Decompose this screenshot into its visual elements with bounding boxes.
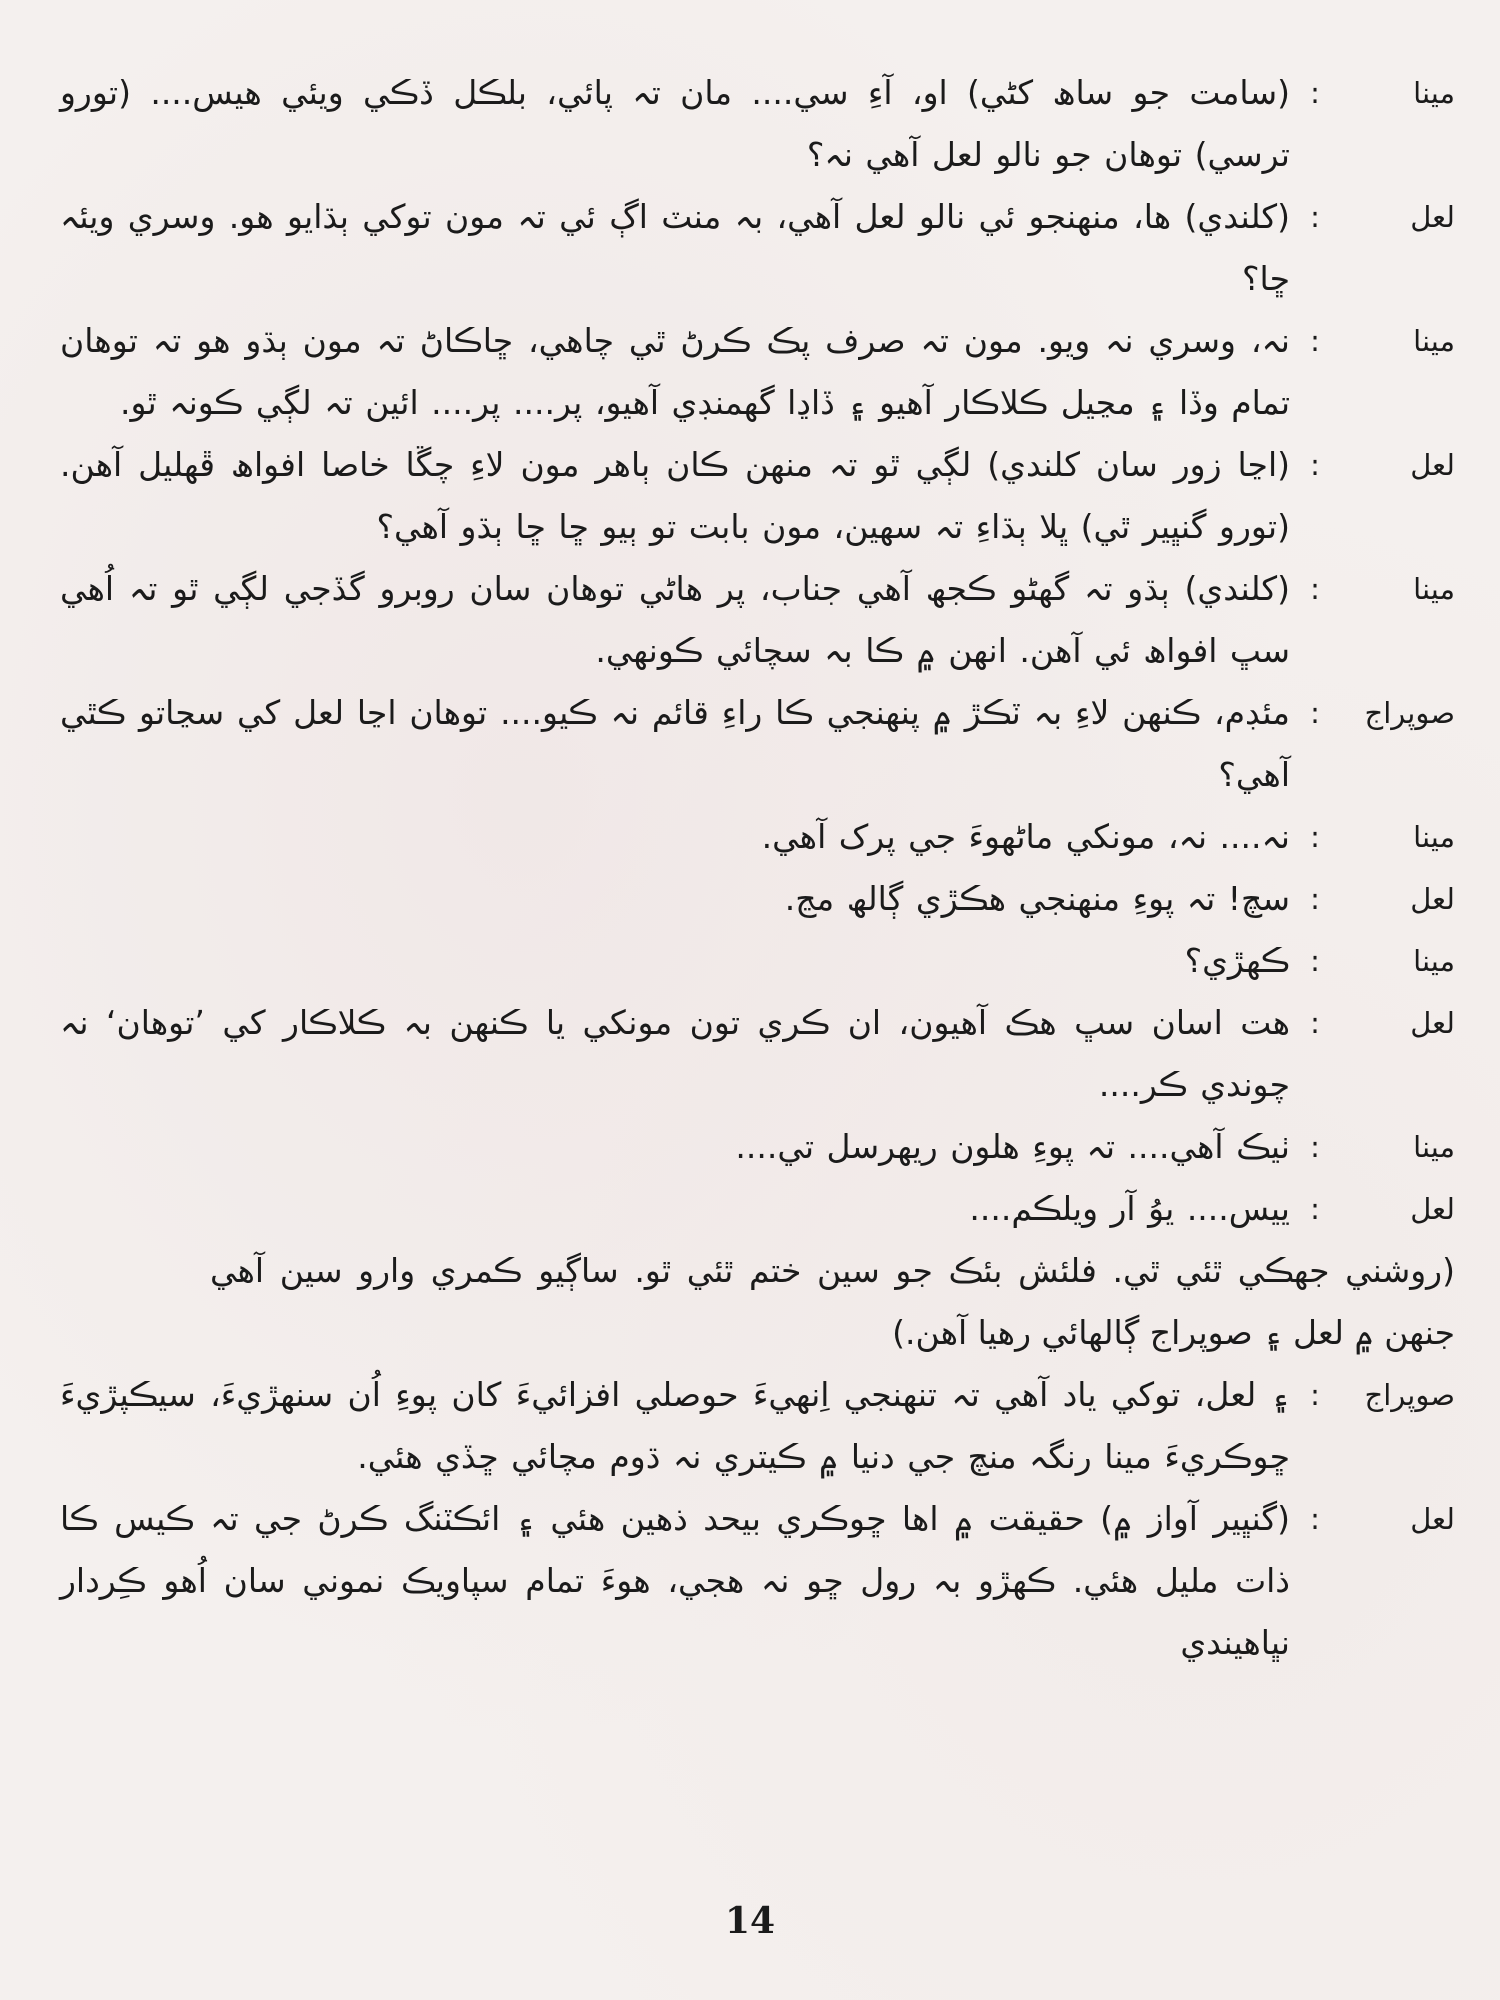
- dialogue-text: (سامت جو ساھ کڻي) او، آءِ سي.... مان تہ پائي، بلڪل ڏڪي ويئي هيس.... (تورو ترسي) توهان جو نالو لعل آهي نہ؟: [60, 73, 1290, 174]
- speaker-name: صوپراج: [1364, 1378, 1455, 1412]
- dialogue-entry: [60, 1488, 1455, 1674]
- speaker-name: مينا: [1413, 572, 1455, 606]
- dialogue-text: (کلندي) ها، منهنجو ئي نالو لعل آهي، بہ منٽ اڳ ئي تہ مون توکي ٻڌايو هو. وسري ويئہ ڇا؟: [60, 197, 1290, 298]
- play-text: [60, 62, 1455, 1674]
- dialogue-text: هت اسان سڀ هڪ آهيون، ان ڪري تون مونکي يا ڪنهن بہ ڪلاڪار کي ’توهان‘ نہ چوندي ڪر....: [60, 1003, 1290, 1104]
- speaker-colon: :: [1310, 1502, 1320, 1536]
- dialogue-text: (گنڀير آواز ۾) حقيقت ۾ اها ڇوڪري بيحد ذهين هئي ۽ ائڪٽنگ ڪرڻ جي تہ ڪيس ڪا ذات مليل هئي. ڪهڙو بہ رول ڇو نہ هجي، هوءَ تمام سپاويڪ نموني سان اُهو ڪِردار نڀاهيندي: [60, 1499, 1290, 1662]
- speaker-colon: :: [1310, 882, 1320, 916]
- dialogue-text: نہ، وسري نہ ويو. مون تہ صرف پڪ ڪرڻ ٿي چاهي، ڇاڪاڻ تہ مون ٻڌو هو تہ توهان تمام وڏا ۽ مڃيل ڪلاڪار آهيو ۽ ڏاڍا گھمنڊي آهيو، پر.... پر.... ائين تہ لڳي ڪونہ ٿو.: [60, 321, 1290, 422]
- dialogue-entry: [60, 186, 1455, 310]
- dialogue-text: ييس.... يوُ آر ويلڪم....: [969, 1189, 1290, 1228]
- speaker-colon: :: [1310, 944, 1320, 978]
- dialogue-entry: [60, 682, 1455, 806]
- speaker-name: مينا: [1413, 820, 1455, 854]
- dialogue-text: ڪهڙي؟: [1184, 941, 1290, 980]
- speaker-name: مينا: [1413, 1130, 1455, 1164]
- speaker-name: لعل: [1410, 448, 1455, 482]
- speaker-name: مينا: [1413, 76, 1455, 110]
- speaker-name: لعل: [1410, 1502, 1455, 1536]
- dialogue-entry: [60, 930, 1455, 992]
- dialogue-text: ٺيڪ آهي.... تہ پوءِ هلون ريهرسل تي....: [735, 1127, 1290, 1166]
- dialogue-entry: [60, 992, 1455, 1116]
- speaker-name: لعل: [1410, 1006, 1455, 1040]
- dialogue-text: مئڊم، ڪنهن لاءِ بہ ٽڪڙ ۾ پنهنجي ڪا راءِ قائم نہ ڪيو.... توهان اڃا لعل کي سڃاتو ڪٿي آهي؟: [60, 693, 1290, 794]
- speaker-colon: :: [1310, 448, 1320, 482]
- dialogue-entry: [60, 868, 1455, 930]
- dialogue-text: سچ! تہ پوءِ منهنجي هڪڙي ڳالھ مڃ.: [784, 879, 1290, 918]
- dialogue-text: (اڃا زور سان کلندي) لڳي ٿو تہ منهن ڪان ٻاهر مون لاءِ چڱا خاصا افواھ ڦھليل آهن. (تورو گنڀير ٿي) ڀلا ٻڌاءِ تہ سهين، مون بابت تو ٻيو ڇا ڇا ٻڌو آهي؟: [60, 445, 1290, 546]
- speaker-colon: :: [1310, 324, 1320, 358]
- speaker-name: مينا: [1413, 324, 1455, 358]
- speaker-colon: :: [1310, 1006, 1320, 1040]
- dialogue-entry: [60, 310, 1455, 434]
- dialogue-entry: [60, 806, 1455, 868]
- speaker-colon: :: [1310, 696, 1320, 730]
- dialogue-text: ۽ لعل، توکي ياد آهي تہ تنهنجي اِنهيءَ حوصلي افزائيءَ کان پوءِ اُن سنهڙيءَ، سيڪپڙيءَ ڇوڪريءَ مينا رنگہ منچ جي دنيا ۾ ڪيتري نہ ڌوم مچائي ڇڏي هئي.: [60, 1375, 1290, 1476]
- speaker-colon: :: [1310, 820, 1320, 854]
- speaker-name: صوپراج: [1364, 696, 1455, 730]
- dialogue-text: (کلندي) ٻڌو تہ گھڻو ڪجھ آهي جناب، پر هاڻي توهان سان روبرو گڏجي لڳي ٿو تہ اُهي سڀ افواھ ئي آهن. انهن ۾ ڪا بہ سچائي ڪونهي.: [60, 569, 1290, 670]
- page-number: 14: [724, 1900, 776, 1942]
- dialogue-entry: [60, 558, 1455, 682]
- speaker-colon: :: [1310, 572, 1320, 606]
- dialogue-entry: [60, 434, 1455, 558]
- dialogue-entry: [60, 1178, 1455, 1240]
- speaker-name: مينا: [1413, 944, 1455, 978]
- speaker-colon: :: [1310, 76, 1320, 110]
- speaker-colon: :: [1310, 1378, 1320, 1412]
- dialogue-entry: [60, 62, 1455, 186]
- speaker-colon: :: [1310, 200, 1320, 234]
- speaker-name: لعل: [1410, 882, 1455, 916]
- speaker-colon: :: [1310, 1192, 1320, 1226]
- dialogue-entry: [60, 1364, 1455, 1488]
- speaker-colon: :: [1310, 1130, 1320, 1164]
- speaker-name: لعل: [1410, 1192, 1455, 1226]
- speaker-name: لعل: [1410, 200, 1455, 234]
- dialogue-text: نہ.... نہ، مونکي ماڻهوءَ جي پرک آهي.: [761, 817, 1290, 856]
- dialogue-entry: [60, 1116, 1455, 1178]
- stage-direction: (روشني جھڪي ٿئي ٿي. فلئش بئڪ جو سين ختم ٿئي ٿو. ساڳيو ڪمري وارو سين آهي جنهن ۾ لعل ۽ صوپراج ڳالهائي رهيا آهن.): [210, 1251, 1455, 1352]
